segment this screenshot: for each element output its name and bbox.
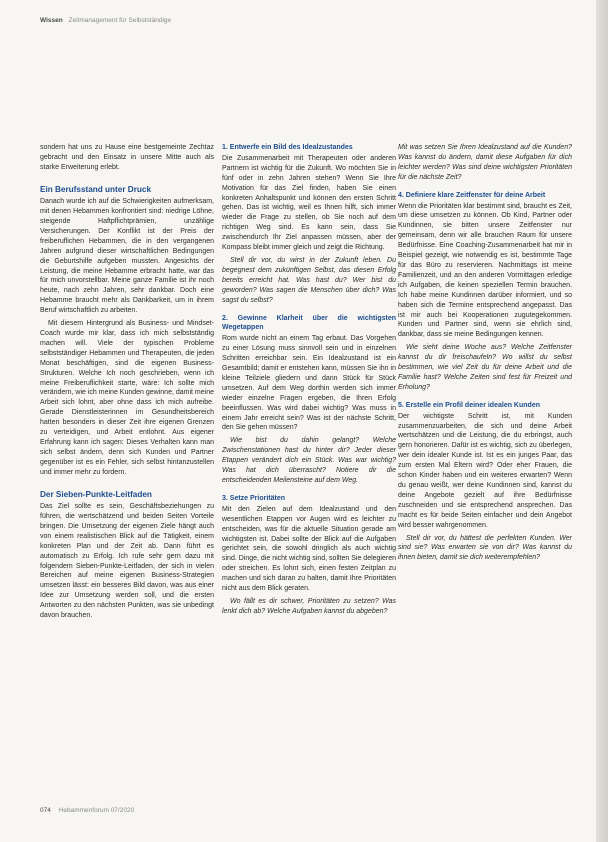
text-column-3 xyxy=(398,143,572,798)
reflection-questions: Stell dir vor, du wirst in der Zukunft leben. Du begegnest dem zukünftigen Selbst, das diesen Erfolg bereits erreicht hat. Was hast du? Wer bist du geworden? Was sagen die Menschen über dich? Was sagst du selbst? xyxy=(222,256,396,304)
running-head-title: Zeitmanagement für Selbstständige xyxy=(68,17,172,24)
heading-berufsstand: Ein Berufsstand unter Druck xyxy=(40,184,152,194)
text-column-2 xyxy=(222,143,396,798)
paragraph: Der wichtigste Schritt ist, mit Kunden zusammenzuarbeiten, die sich und deine Arbeit wertschätzen und die Leistung, die du erbringst, auch gern honorieren. Dafür ist es wichtig, sich zu überlegen, wer dein idealer Kunde ist. Ist es ein junges Paar, das zum ersten Mal Eltern wird? Oder eher Frauen, die schon Kinder haben und ein weiteres erwarten? Wenn du genau weißt, wer deine Kundinnen sind, kannst du deine Angebote gezielt auf ihre Bedürfnisse zuschneiden und sie entsprechend ansprechen. Das macht es für beide Seiten einfacher und dein Angebot wird besser wahrgenommen. xyxy=(398,412,572,529)
heading-step-1: 1. Entwerfe ein Bild des Idealzustandes xyxy=(222,144,353,151)
reflection-questions: Mit was setzen Sie Ihren Idealzustand auf die Kunden? Was kannst du ändern, damit diese Aufgaben für dich leichter werden? Was sind deine wichtigsten Prioritäten für die nächste Zeit? xyxy=(398,144,572,181)
reflection-questions: Wie bist du dahin gelangt? Welche Zwischenstationen hast du hinter dir? Jeder dieser Etappen verändert dich ein Stück. Was war wichtig? Was hat dich überrascht? Notiere dir die entscheidenden Meilensteine auf dem Weg. xyxy=(222,437,396,484)
paragraph: Danach wurde ich auf die Schwierigkeiten aufmerksam, mit denen Hebammen konfrontiert sind: niedrige Löhne, steigende Haftpflichtprämien, unzählige Versicherungen. Der Konflikt ist der Preis der freiberuflichen Hebammen, die in den vergangenen Jahren aufgrund dieser wirtschaftlichen Bedingungen die Geburtshilfe aufgeben mussten. Angesichts der Leistung, die meine Hebamme erbracht hatte, war das für mich unvorstellbar. Meine ganze Familie ist ihr noch heute, nach zehn Jahren, sehr dankbar. Doch eine Hebamme braucht mehr als Dankbarkeit, um in ihrem Beruf wirtschaftlich zu arbeiten. xyxy=(40,198,214,315)
page-number: 074 xyxy=(40,807,51,814)
paragraph: Mit den Zielen auf dem Idealzustand und den wesentlichen Etappen vor Augen wird es leichter zu entscheiden, was für die aktuelle Situation gerade am wichtigsten ist. Dabei sollte der Blick auf die Aufgaben gerichtet sein, die sowohl dringlich als auch wichtig sind. Dinge, die nicht wichtig sind, sollten Sie delegieren oder streichen. Es lohnt sich, einen festen Zeitplan zu machen und sich daran zu halten, damit Ihre Prioritäten nicht aus dem Blick geraten. xyxy=(222,505,396,593)
text-column-1 xyxy=(40,143,214,798)
running-head xyxy=(40,17,171,24)
paragraph: Rom wurde nicht an einem Tag erbaut. Das Vorgehen zu einer Lösung muss sinnvoll sein und in einzelnen Schritten erreichbar sein. Ein Idealzustand ist ein Gesamtbild; damit er entstehen kann, müssen Sie ihn in kleine Teilziele gliedern und dann Stück für Stück umsetzen. Auf dem Weg dorthin werden sich immer wieder einzelne Fragen ergeben, die Ihren Erfolg beeinflussen. Was wird dabei wichtig? Was muss in einem Jahr erreicht sein? Was ist der nächste Schritt, den Sie gehen müssen? xyxy=(222,335,396,432)
reflection-questions: Stell dir vor, du hättest die perfekten Kunden. Wer sind sie? Was erwarten sie von dir? Was kannst du ihnen bieten, damit sie dich weiterempfehlen? xyxy=(398,534,572,562)
magazine-name: Hebammenforum 07/2020 xyxy=(58,807,135,814)
paragraph: Die Zusammenarbeit mit Therapeuten oder anderen Partnern ist wichtig für die Zukunft. Wo möchten Sie in fünf oder in zehn Jahren stehen? Wenn Sie Ihre Motivation für das Ziel finden, haben Sie einen konkreten Anhaltspunkt und können den ersten Schritt gehen. Das ist wichtig, weil es Ihnen hilft, sich immer wieder die Frage zu stellen, ob Sie noch auf dem richtigen Weg sind. Es kann sein, dass Sie zwischendurch Ihr Ziel anpassen müssen, aber der Kompass bleibt immer gleich und zeigt die Richtung. xyxy=(222,154,396,252)
heading-step-4: 4. Definiere klare Zeitfenster für deine Arbeit xyxy=(398,191,546,199)
heading-step-5: 5. Erstelle ein Profil deiner idealen Kunden xyxy=(398,401,540,409)
page-edge xyxy=(596,0,608,842)
heading-step-2: 2. Gewinne Klarheit über die wichtigsten Wegetappen xyxy=(222,314,396,332)
paragraph: Das Ziel sollte es sein, Geschäftsbeziehungen zu führen, die wertschätzend und beiden Seiten Vorteile bringen. Die Umsetzung der eigenen Ziele hängt auch von einem realistischen Blick auf die Tätigkeit, einem konkreten Plan und der Zeit ab. Dann führt es automatisch zu Erfolg. Ich rufe sehr gern dazu mit folgendem Sieben-Punkte-Leitfaden, der sich in vielen Bereichen auf meine eigenen Business-Strategien umsetzen lässt: ein besseres Bild davon, was aus einer Idee zur Umsetzung werden soll, und die ersten Antworten zu den nächsten Punkten, was sie unbedingt davon brauchen. xyxy=(40,503,214,620)
page-footer xyxy=(40,807,134,814)
paragraph: Mit diesem Hintergrund als Business- und Mindset-Coach wurde mir klar, dass ich mich selbstständig machen will. Viele der typischen Probleme selbstständiger Hebammen und Therapeuten, die jeden Monat beschäftigen, sind die eigenen Business-Strukturen. Welche Ich noch geschrieben, wenn ich meine Freiberuflichkeit starte, wäre: Ich sollte mich verändern, wie ich meine Kunden gewinne, damit meine Arbeit sich lohnt, aber ohne dass ich mich aufreibe. Gerade Dienstleisterinnen im Gesundheitsbereich hatten besonders in dieser Zeit ihre eigenen Grenzen zu verteidigen, und Arbeit entlohnt. Aus eigener Erfahrung kann ich sagen: Dieses Verhalten kann man sich selbst ändern, denn sich Kunden und Partner gegenüber ist es ein Fehler, sich selbst hintanzustellen und immer mehr zu fordern. xyxy=(40,320,214,476)
paragraph: Wenn die Prioritäten klar bestimmt sind, braucht es Zeit, um diese umsetzen zu können. Ob Kind, Partner oder Kundinnen, sie bitten unsere Zeitfenster nur gemeinsam, denn wir alle brauchen Raum für unsere Bedürfnisse. Eine Coaching-Zusammenarbeit hat mir in Beispiel gezeigt, wie notwendig es ist, bestimmte Tage für das Büro zu reservieren. Nachmittags ist meine Familienzeit, und an den anderen Vormittagen erledige ich Aufgaben, die keinen speziellen Termin brauchen. Ich habe meine Kundinnen darüber informiert, und so haben sich die Termine entsprechend angepasst. Das ist mir auch bei Kooperationen zugutegekommen. Kunden und Partner sind, wenn sie ehrlich sind, dankbar, dass sie meine Bedingungen kennen. xyxy=(398,202,572,339)
running-head-section: Wissen xyxy=(40,17,63,24)
reflection-questions: Wie sieht deine Woche aus? Welche Zeitfenster kannst du dir freischaufeln? Wo willst du selbst bestimmen, wie viel Zeit du für deine Arbeit und die Familie hast? Welche Zeiten sind fest für Freizeit und Erholung? xyxy=(398,344,572,391)
reflection-questions: Wo fällt es dir schwer, Prioritäten zu setzen? Was lenkt dich ab? Welche Aufgaben kannst du abgeben? xyxy=(222,597,396,615)
intro-paragraph: sondern hat uns zu Hause eine bestgemeinte Zechtaz gebracht und den Einsatz in unsere Mitte auch als starke Erweiterung erlebt. xyxy=(40,144,214,171)
heading-step-3: 3. Setze Prioritäten xyxy=(222,494,286,502)
heading-leitfaden: Der Sieben-Punkte-Leitfaden xyxy=(40,489,152,499)
